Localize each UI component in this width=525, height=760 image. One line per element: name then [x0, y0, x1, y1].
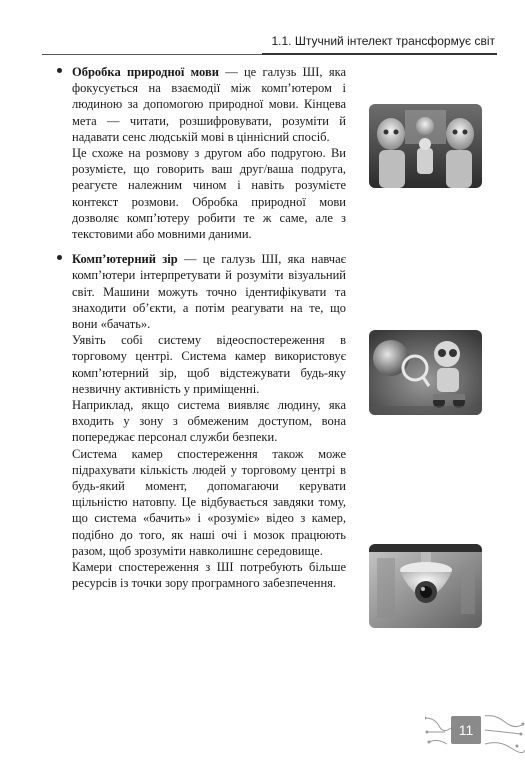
- bullet-icon: [57, 68, 62, 73]
- section-cv: [72, 251, 346, 591]
- term-nlp: Обробка природної мови: [72, 65, 219, 79]
- paragraph: Камери спостереження з ШІ потребують більше ресурсів із точки зору програмного забезпечення.: [72, 560, 346, 591]
- term-cv: Комп’ютерний зір: [72, 252, 178, 267]
- robot-magnifier-illustration-icon: [369, 330, 482, 415]
- bullet-icon: [57, 255, 62, 260]
- lead-text: — це галузь ШІ, яка навчає комп’ютери інтерпретувати й розуміти візуальний світ. Машини можуть точно ідентифікувати та знаходити об’єкти, а потім реагувати на те, що вони «бачать».: [72, 252, 346, 332]
- running-header: [42, 28, 497, 55]
- header-rule: [262, 53, 497, 55]
- section-cv-lead: [72, 251, 346, 332]
- paragraph: Це схоже на розмову з другом або подругою. Ви розумієте, що говорить ваш друг/ваша подруга, реагуєте належним чином і навіть розумієте контекст розмови. Обробка природної мови дозволяє комп’ютеру робити те ж саме, але з текстовими або мовними даними.: [72, 146, 346, 242]
- page-number: 11: [451, 716, 481, 744]
- section-nlp-lead: [72, 64, 346, 145]
- paragraph: Система камер спостереження також може підрахувати кількість людей у торговому центрі в будь-який момент, допомагаючи керувати щільністю натовпу. Це відбувається завдяки тому, що система «бачить» і «розуміє» відео з камер, подібно до того, як наші очі і мозок працюють разом, щоб зрозуміти навколишнє середовище.: [72, 446, 346, 558]
- lead-text: — це галузь ШІ, яка фокусується на взаємодії між комп’ютером і людиною за допомогою природної мови. Кінцева мета — читати, розшифровувати, розуміти й надавати сенс людській мові в ціннісний спосіб.: [72, 65, 346, 144]
- header-title: 1.1. Штучний інтелект трансформує світ: [271, 34, 495, 48]
- paragraph: Наприклад, якщо система виявляє людину, яка входить у зону з обмеженим доступом, вона попереджає персонал служби безпеки.: [72, 398, 346, 445]
- security-camera-illustration-icon: [369, 544, 482, 628]
- main-text: [72, 64, 346, 592]
- robots-illustration-icon: [369, 104, 482, 188]
- section-nlp: [72, 64, 346, 242]
- paragraph: Уявіть собі систему відеоспостереження в торговому центрі. Система камер використовує комп’ютерний зір, щоб відстежувати будь-яку незвичну активність у приміщенні.: [72, 333, 346, 396]
